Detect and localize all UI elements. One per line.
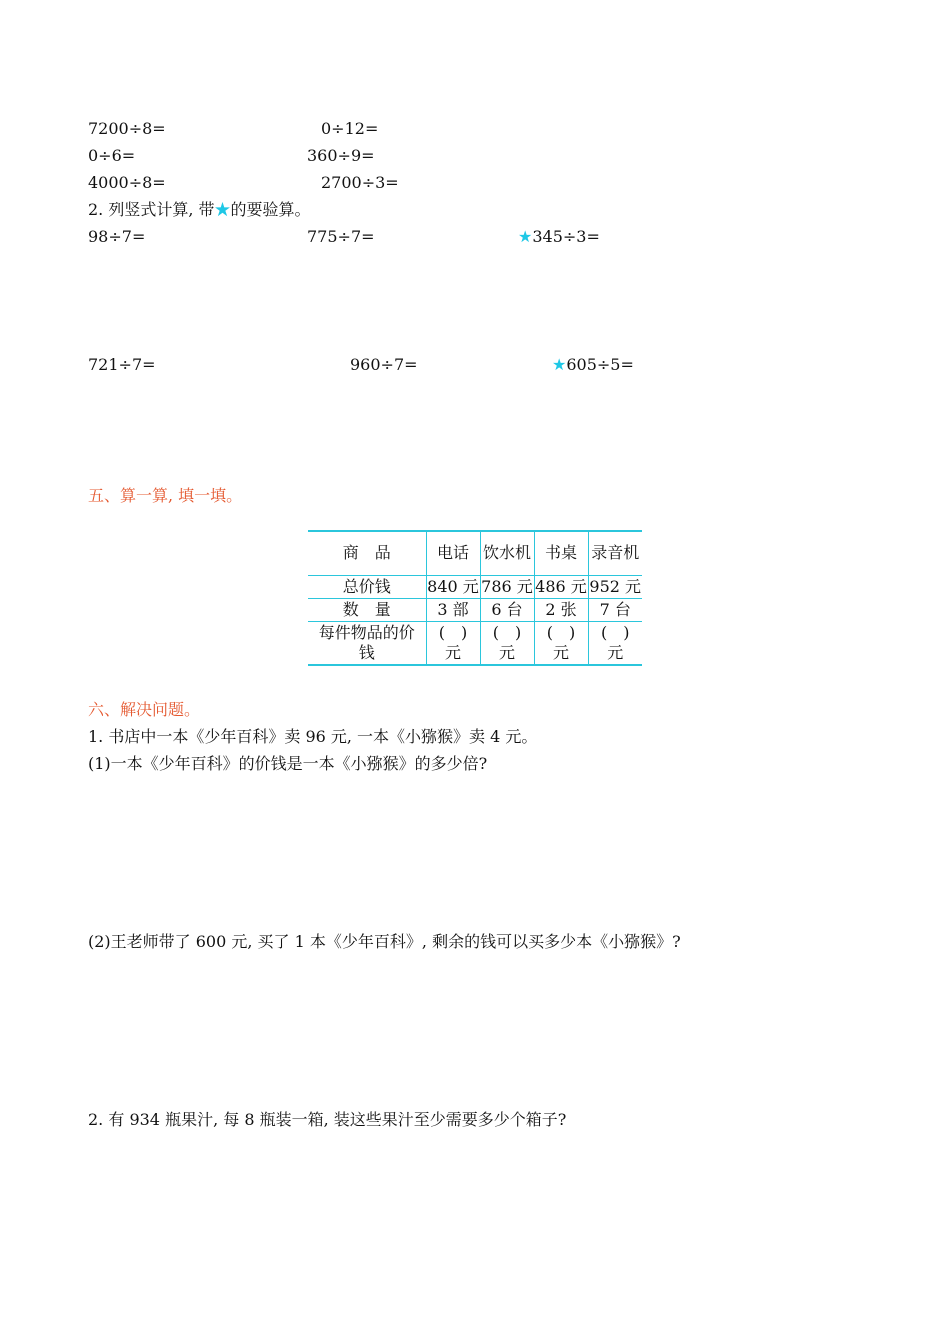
table-row xyxy=(308,621,642,665)
vertical-calc-item: 960÷7= xyxy=(350,355,418,374)
vertical-calc-instruction xyxy=(88,200,311,220)
instruction-prefix: 2. 列竖式计算, 带 xyxy=(88,200,215,219)
table-cell: 每件物品的价钱 xyxy=(308,621,426,665)
table-cell: 总价钱 xyxy=(308,575,426,598)
goods-table xyxy=(308,530,642,666)
vertical-calc-item: 775÷7= xyxy=(307,227,375,246)
answer-blank-cell: ( )元 xyxy=(534,621,588,665)
instruction-suffix: 的要验算。 xyxy=(230,200,311,219)
vertical-calc-item-starred xyxy=(518,227,600,247)
table-header-cell: 录音机 xyxy=(588,531,642,575)
table-header-cell: 电话 xyxy=(426,531,480,575)
vertical-calc-item: 721÷7= xyxy=(88,355,156,374)
table-cell: 486 元 xyxy=(534,575,588,598)
word-problem: 2. 有 934 瓶果汁, 每 8 瓶装一箱, 装这些果汁至少需要多少个箱子? xyxy=(88,1110,567,1129)
table-cell: 数 量 xyxy=(308,598,426,621)
answer-blank-cell: ( )元 xyxy=(588,621,642,665)
word-problem: 1. 书店中一本《少年百科》卖 96 元, 一本《小猕猴》卖 4 元。 xyxy=(88,727,538,746)
table-row xyxy=(308,531,642,575)
calc-expression: 345÷3= xyxy=(532,227,600,246)
table-header-cell: 书桌 xyxy=(534,531,588,575)
oral-item: 2700÷3= xyxy=(321,173,399,192)
oral-item: 4000÷8= xyxy=(88,173,166,192)
oral-item: 360÷9= xyxy=(307,146,375,165)
section-title: 五、算一算, 填一填。 xyxy=(88,486,243,505)
oral-item: 0÷6= xyxy=(88,146,136,165)
table-cell: 952 元 xyxy=(588,575,642,598)
vertical-calc-item: 98÷7= xyxy=(88,227,146,246)
vertical-calc-item-starred xyxy=(552,355,634,375)
word-problem-sub: (2)王老师带了 600 元, 买了 1 本《少年百科》, 剩余的钱可以买多少本《小猕猴》? xyxy=(88,932,681,951)
table-cell: 840 元 xyxy=(426,575,480,598)
section-title: 六、解决问题。 xyxy=(88,700,201,719)
oral-item: 0÷12= xyxy=(321,119,379,138)
table-cell: 6 台 xyxy=(480,598,534,621)
table-cell: 3 部 xyxy=(426,598,480,621)
answer-blank-cell: ( )元 xyxy=(426,621,480,665)
star-icon: ★ xyxy=(518,227,533,246)
table-cell: 2 张 xyxy=(534,598,588,621)
table-header-cell: 商 品 xyxy=(308,531,426,575)
answer-blank-cell: ( )元 xyxy=(480,621,534,665)
table-header-cell: 饮水机 xyxy=(480,531,534,575)
star-icon: ★ xyxy=(552,355,567,374)
word-problem-sub: (1)一本《少年百科》的价钱是一本《小猕猴》的多少倍? xyxy=(88,754,488,773)
table-cell: 786 元 xyxy=(480,575,534,598)
table-cell: 7 台 xyxy=(588,598,642,621)
oral-item: 7200÷8= xyxy=(88,119,166,138)
table-row xyxy=(308,598,642,621)
table-row xyxy=(308,575,642,598)
calc-expression: 605÷5= xyxy=(566,355,634,374)
star-icon: ★ xyxy=(214,200,231,219)
